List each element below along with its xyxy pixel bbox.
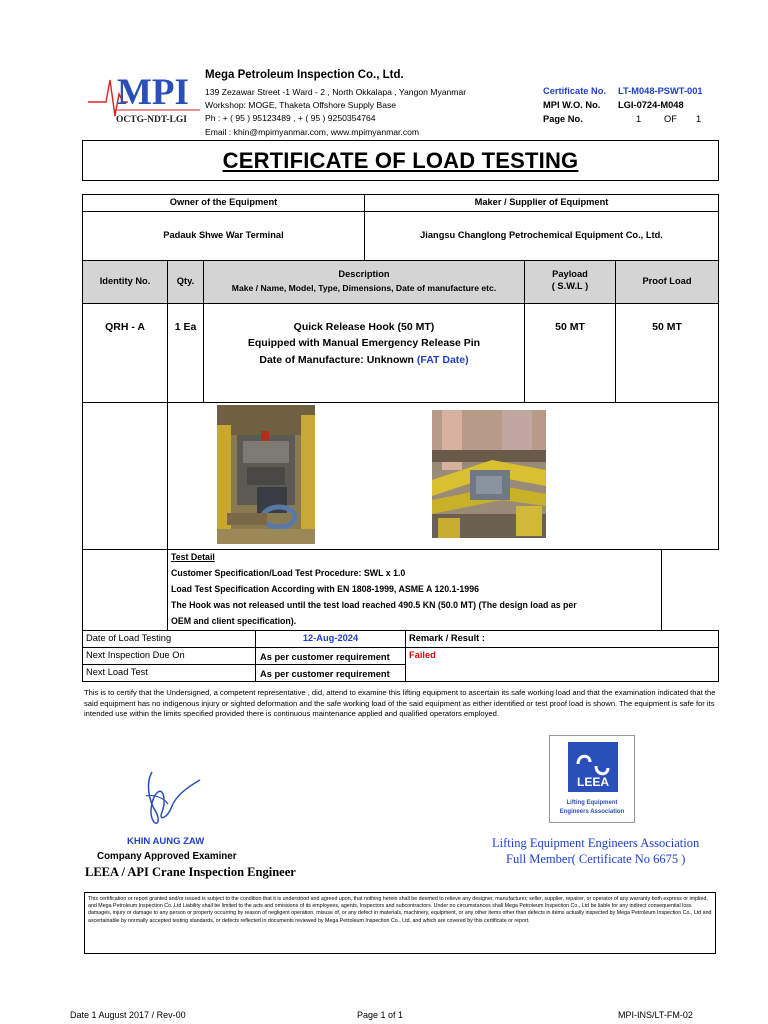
- certification-statement: This is to certify that the Undersigned, a competent representative , did, attend to examine this lifting equipment to ascertain its safe working load and that the examination indicated that the said equipment has no indigenous injury or sighted deformation and the safe working load of the said equipment as either identified or test proof load is shown. The equipment is safe for its intended use within the limits specified provided there is continuous maintenance applied and qualified operators employed.: [84, 688, 716, 719]
- date-value-cell: [255, 630, 406, 648]
- col-proof-label: Proof Load: [642, 276, 692, 286]
- company-email: Email : khin@mpimyanmar.com, www.mpimyanmar.com: [205, 127, 420, 137]
- company-workshop: Workshop: MOGE, Thaketa Offshore Supply Base: [205, 100, 397, 110]
- test-detail-line4: OEM and client specification).: [171, 616, 297, 626]
- next-test-value-cell: [255, 664, 406, 682]
- result-cell: [405, 647, 719, 682]
- item-proof-cell: [615, 303, 719, 403]
- page-total: 1: [696, 114, 702, 124]
- test-detail-line3: The Hook was not released until the test load reached 490.5 KN (50.0 MT) (The design load as per: [171, 600, 577, 610]
- item-desc-line2: Equipped with Manual Emergency Release Pin: [247, 337, 481, 349]
- title-box: [82, 140, 719, 181]
- company-address: 139 Zezawar Street -1 Ward - 2 , North Okkalapa , Yangon Myanmar: [205, 87, 467, 97]
- next-insp-value-cell: [255, 647, 406, 665]
- item-fat-note: (FAT Date): [416, 354, 469, 366]
- owner-value-cell: [82, 211, 365, 261]
- logo-subtext: OCTG-NDT-LGI: [116, 115, 187, 125]
- col-identity: [82, 260, 168, 304]
- col-payload: [524, 260, 616, 304]
- owner-header-cell: [82, 194, 365, 212]
- signatory-name: KHIN AUNG ZAW: [127, 836, 205, 847]
- item-identity: QRH - A: [105, 321, 145, 333]
- remark-label: Remark / Result :: [409, 633, 485, 643]
- page-of: OF: [664, 114, 677, 124]
- signatory-role: Company Approved Examiner: [97, 851, 237, 862]
- result-value: Failed: [409, 650, 436, 660]
- date-label: Date of Load Testing: [86, 633, 172, 643]
- leea-name: Lifting Equipment Engineers Association: [492, 836, 700, 850]
- next-insp-label-cell: [82, 647, 256, 665]
- leea-logo-sub1: Lifting Equipment: [566, 800, 618, 806]
- item-payload-cell: [524, 303, 616, 403]
- owner-header: Owner of the Equipment: [169, 197, 278, 207]
- date-value: 12-Aug-2024: [302, 633, 359, 643]
- col-description: [203, 260, 525, 304]
- leea-logo-sub2: Engineers Association: [559, 809, 625, 815]
- col-payload-sub: ( S.W.L ): [551, 281, 589, 291]
- maker-value-cell: [364, 211, 719, 261]
- footer-form-no: MPI-INS/LT-FM-02: [618, 1010, 693, 1020]
- col-description-label: Description: [338, 269, 390, 279]
- item-proof: 50 MT: [652, 321, 682, 333]
- remark-label-cell: [405, 630, 719, 648]
- item-identity-cell: [82, 303, 168, 403]
- leea-membership: Full Member( Certificate No 6675 ): [506, 852, 686, 866]
- page-no-label: Page No.: [543, 114, 583, 124]
- leea-logo-text: LEEA: [576, 775, 610, 789]
- item-qty: 1 Ea: [174, 321, 197, 333]
- signature-image: [138, 766, 208, 830]
- certificate-no: LT-M048-PSWT-001: [618, 86, 703, 96]
- item-payload: 50 MT: [555, 321, 585, 333]
- date-label-cell: [82, 630, 256, 648]
- footer-revision: Date 1 August 2017 / Rev-00: [70, 1010, 186, 1020]
- wo-no-label: MPI W.O. No.: [543, 100, 601, 110]
- next-test-value: As per customer requirement: [260, 669, 390, 679]
- company-name: Mega Petroleum Inspection Co., Ltd.: [205, 69, 404, 81]
- test-detail-blank: [82, 549, 168, 631]
- company-phone: Ph : + ( 95 ) 95123489 , + ( 95 ) 9250354764: [205, 113, 376, 123]
- test-detail-cell: [167, 549, 662, 631]
- col-payload-label: Payload: [552, 269, 588, 279]
- item-desc-line3: [204, 354, 524, 366]
- page-no: 1: [636, 114, 642, 124]
- col-qty-label: Qty.: [176, 276, 195, 286]
- item-qty-cell: [167, 303, 204, 403]
- next-insp-label: Next Inspection Due On: [86, 650, 185, 660]
- disclaimer-box: [84, 892, 716, 954]
- col-description-sub: Make / Name, Model, Type, Dimensions, Date of manufacture etc.: [231, 283, 497, 293]
- col-identity-label: Identity No.: [99, 276, 151, 286]
- item-desc-line1: Quick Release Hook (50 MT): [293, 321, 435, 333]
- item-manufacture-date: Date of Manufacture: Unknown: [259, 354, 414, 366]
- test-detail-line1: Customer Specification/Load Test Procedure: SWL x 1.0: [171, 568, 406, 578]
- test-detail-line2: Load Test Specification According with EN 1808-1999, ASME A 120.1-1996: [171, 584, 479, 594]
- photo-left-blank: [82, 402, 168, 550]
- next-test-label-cell: [82, 664, 256, 682]
- leea-logo: [549, 735, 635, 823]
- hook-photo-2: [432, 410, 546, 538]
- company-logo: [88, 68, 200, 130]
- maker-header: Maker / Supplier of Equipment: [474, 197, 609, 207]
- col-qty: [167, 260, 204, 304]
- footer-page: Page 1 of 1: [357, 1010, 404, 1020]
- maker-header-cell: [364, 194, 719, 212]
- disclaimer-text: This certification or report granted and/or issued is subject to the condition that it is understood and agreed upon, that nothing herein shall be deemed to relieve any designer, manufacturer, seller, supplier, repairer, or operator of any warranty both express or implied, and Mega Petroleum Inspection Co.,Ltd Liability shall be limited to the acts and omissions of its employees, agents, Inspectors and subcontractors. Under no circumstances shall Mega Petroleum Inspection Co., Ltd be liable for any indirect consequential loss damages, injury or damage to any person or property occurring by reason of negligent operation, misuse of, or any defect in materials, machinery, equipment, or any other items other than defects in items actually inspected by Mega Petroleum Inspection Co., Ltd and ascertainable by normally accepted testing standards, or defects reflected in documents reviewed by Mega Petroleum Inspection Co., Ltd, and which are covered by this certificate or report.: [88, 896, 712, 924]
- logo-mpi-text: MPI: [117, 72, 189, 113]
- hook-photo-1: [217, 405, 315, 544]
- leea-logo-block: [568, 742, 618, 792]
- owner-value: Padauk Shwe War Terminal: [163, 230, 284, 240]
- next-insp-value: As per customer requirement: [260, 652, 390, 662]
- col-proof: [615, 260, 719, 304]
- signatory-title: LEEA / API Crane Inspection Engineer: [85, 865, 296, 879]
- certificate-no-label: Certificate No.: [543, 86, 607, 96]
- maker-value: Jiangsu Changlong Petrochemical Equipment Co., Ltd.: [420, 230, 663, 240]
- test-detail-heading: Test Detail: [171, 552, 215, 562]
- wo-no: LGI-0724-M048: [618, 100, 684, 110]
- page-title: CERTIFICATE OF LOAD TESTING: [222, 148, 579, 173]
- next-test-label: Next Load Test: [86, 667, 148, 677]
- item-description-cell: [203, 303, 525, 403]
